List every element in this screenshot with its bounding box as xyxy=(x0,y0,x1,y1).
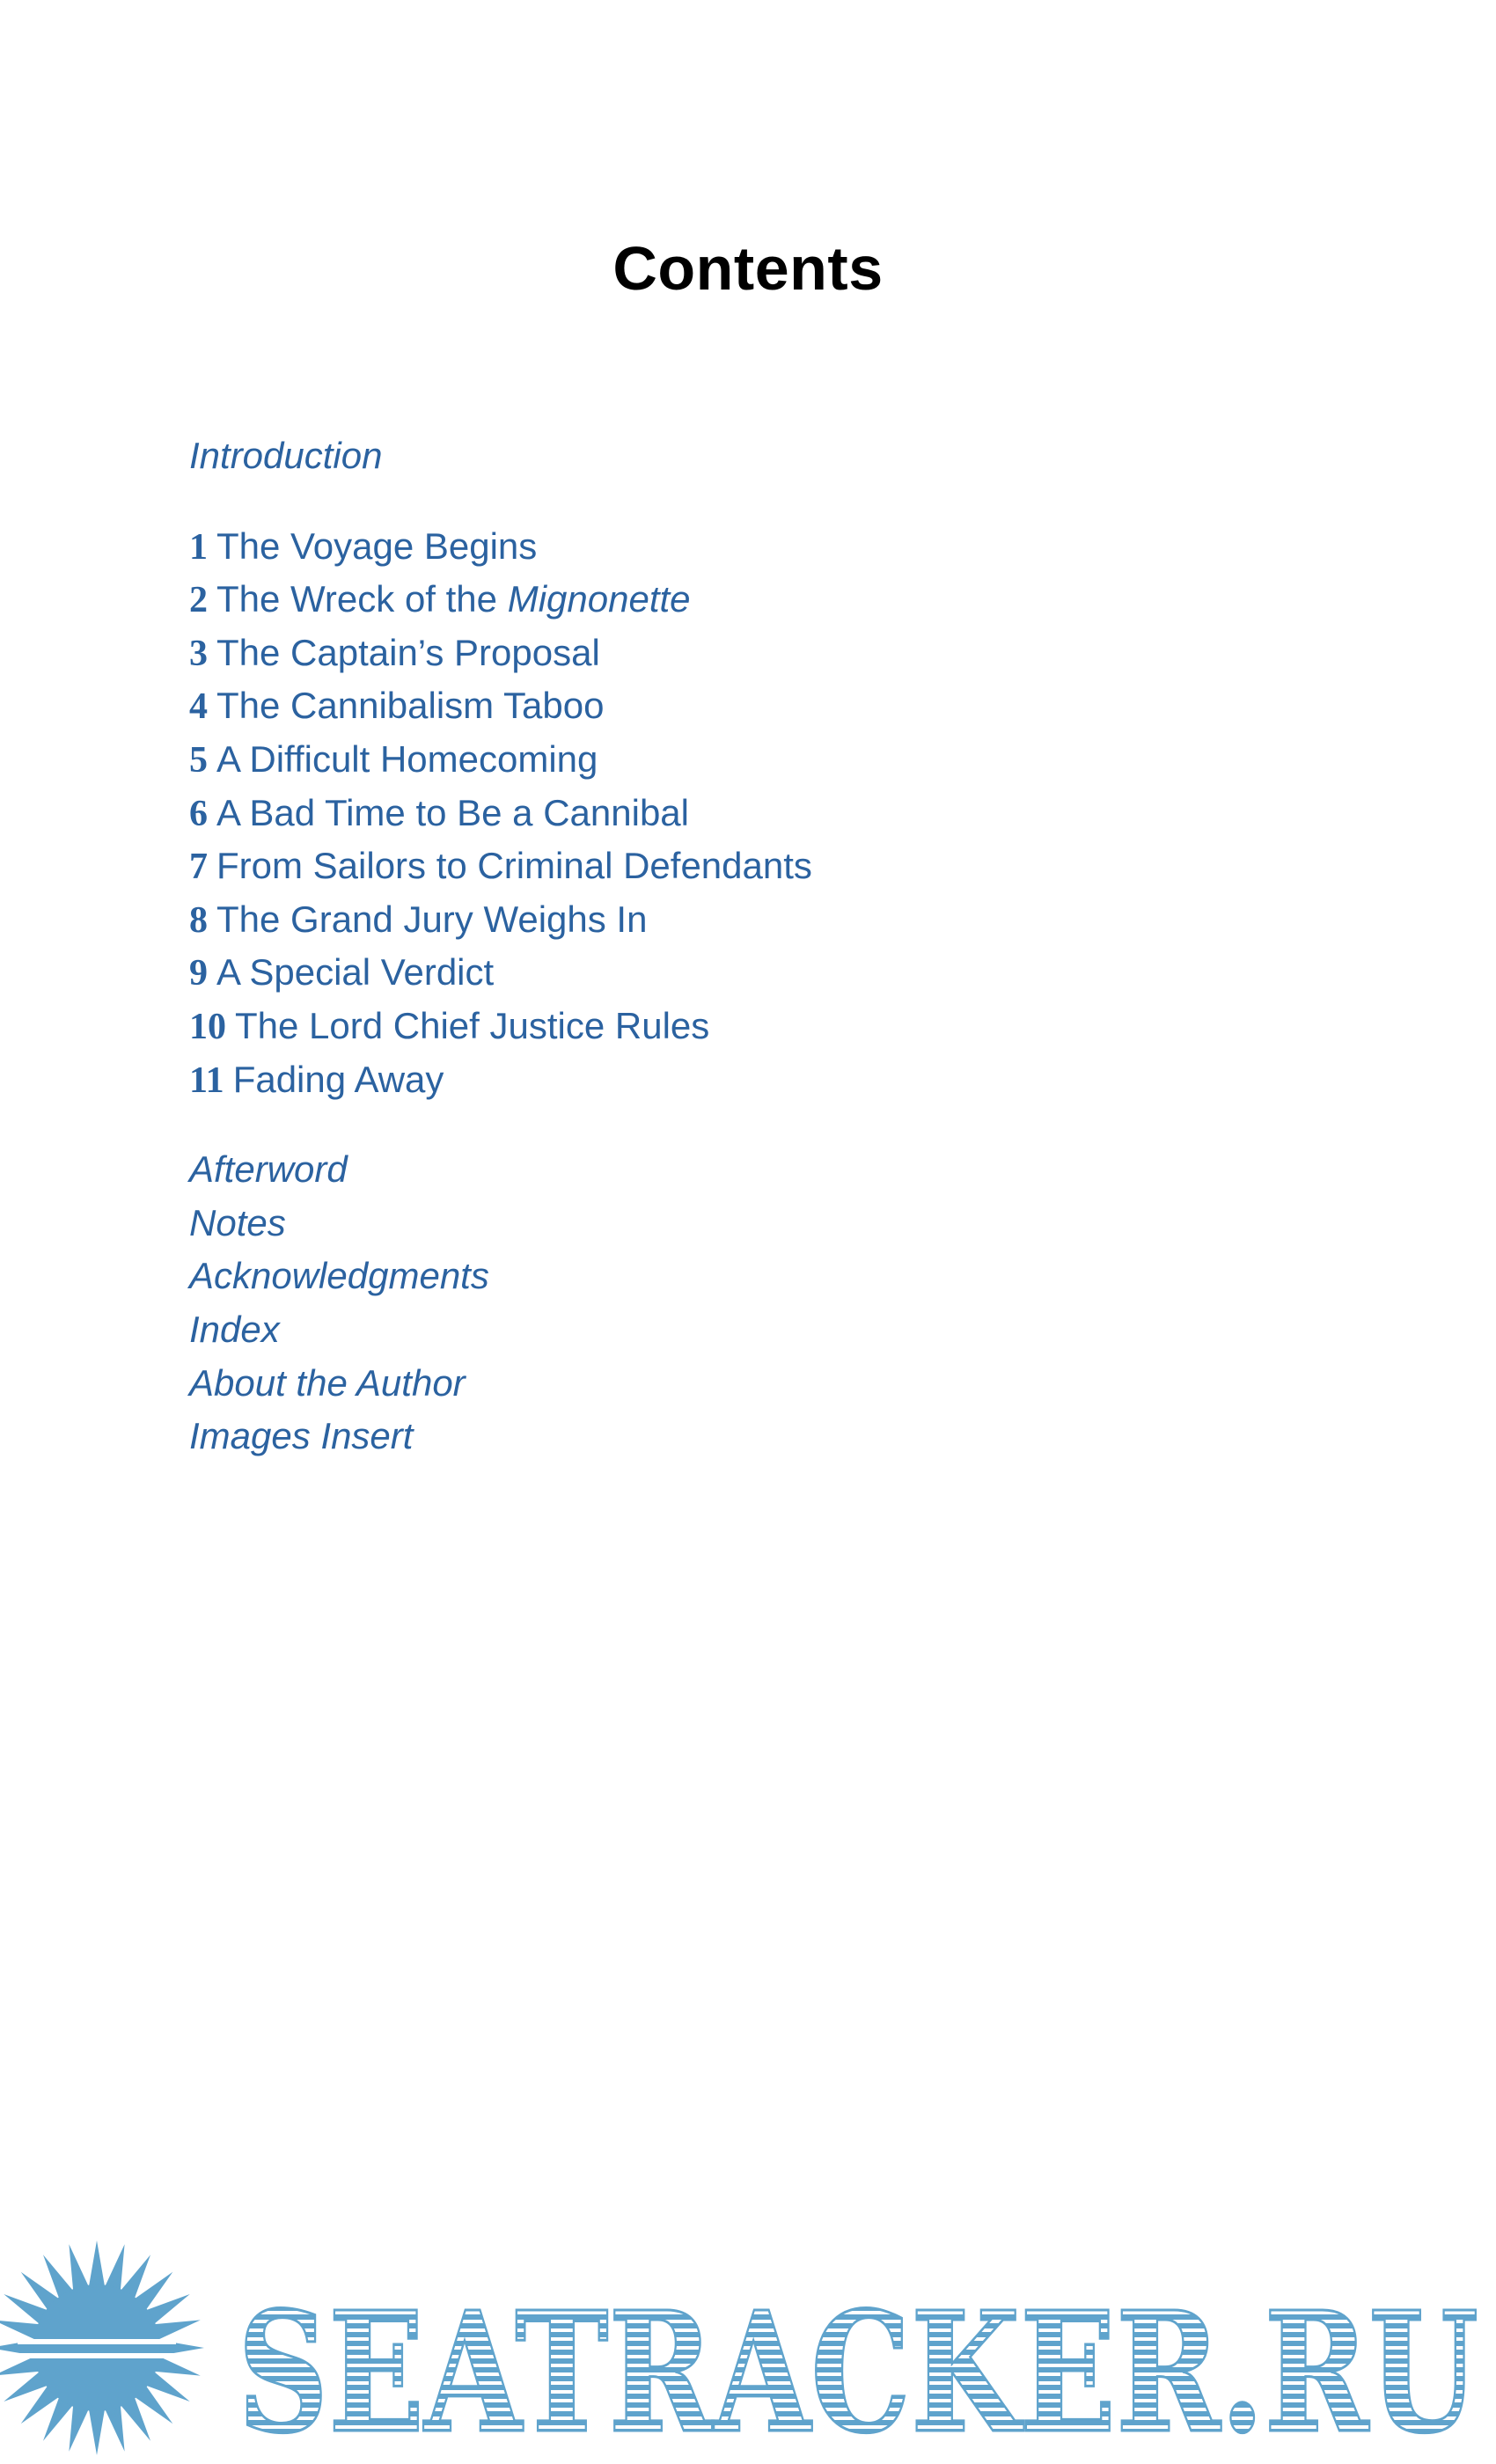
chapter-title: The Lord Chief Justice Rules xyxy=(235,1004,710,1046)
chapter-number: 2 xyxy=(189,580,208,621)
chapter-list xyxy=(189,520,1333,1107)
chapter-title: From Sailors to Criminal Defendants xyxy=(216,845,812,887)
toc-link-chapter-11[interactable] xyxy=(189,1053,1333,1107)
toc-link-notes[interactable]: Notes xyxy=(189,1201,286,1243)
chapter-number: 11 xyxy=(189,1060,224,1101)
toc-link-acknowledgments[interactable]: Acknowledgments xyxy=(189,1255,489,1297)
front-matter-list xyxy=(189,429,1333,483)
chapter-title: The Captain’s Proposal xyxy=(216,631,600,673)
chapter-title: The Grand Jury Weighs In xyxy=(216,898,648,940)
chapter-title: Fading Away xyxy=(232,1058,444,1100)
chapter-number: 1 xyxy=(189,526,208,568)
toc-link-chapter-6[interactable] xyxy=(189,787,1333,840)
toc-link-chapter-5[interactable] xyxy=(189,733,1333,787)
chapter-title: The Voyage Begins xyxy=(216,524,538,567)
toc-link-chapter-8[interactable] xyxy=(189,893,1333,947)
chapter-title: A Bad Time to Be a Cannibal xyxy=(216,791,689,833)
table-of-contents xyxy=(189,429,1333,1463)
toc-link-chapter-2[interactable] xyxy=(189,573,1333,627)
toc-link-chapter-3[interactable] xyxy=(189,627,1333,680)
back-matter-list xyxy=(189,1143,1333,1463)
watermark xyxy=(0,2235,1496,2464)
toc-link-afterword[interactable]: Afterword xyxy=(189,1148,348,1191)
chapter-title: A Difficult Homecoming xyxy=(216,737,598,780)
chapter-title: A Special Verdict xyxy=(216,951,495,994)
toc-link-introduction[interactable]: Introduction xyxy=(189,435,383,476)
chapter-number: 5 xyxy=(189,739,208,781)
chapter-number: 9 xyxy=(189,953,208,994)
chapter-title: The Cannibalism Taboo xyxy=(216,685,605,727)
toc-link-images-insert[interactable]: Images Insert xyxy=(189,1415,414,1457)
page-title: Contents xyxy=(612,234,884,303)
toc-link-about-the-author[interactable]: About the Author xyxy=(189,1361,466,1404)
chapter-title: The Wreck of the xyxy=(216,578,508,620)
toc-link-chapter-9[interactable] xyxy=(189,946,1333,1000)
chapter-number: 6 xyxy=(189,793,208,834)
watermark-text: SEATRACKER.RU xyxy=(238,2276,1478,2464)
chapter-title-italic: Mignonette xyxy=(507,578,691,620)
toc-link-chapter-1[interactable] xyxy=(189,520,1333,574)
chapter-number: 10 xyxy=(189,1006,226,1047)
sun-icon xyxy=(0,2240,204,2455)
chapter-number: 4 xyxy=(189,686,208,728)
toc-link-index[interactable]: Index xyxy=(189,1308,280,1350)
toc-link-chapter-4[interactable] xyxy=(189,679,1333,733)
toc-link-chapter-10[interactable] xyxy=(189,1000,1333,1053)
toc-link-chapter-7[interactable] xyxy=(189,840,1333,893)
chapter-number: 3 xyxy=(189,633,208,674)
chapter-number: 7 xyxy=(189,847,208,888)
chapter-number: 8 xyxy=(189,899,208,941)
